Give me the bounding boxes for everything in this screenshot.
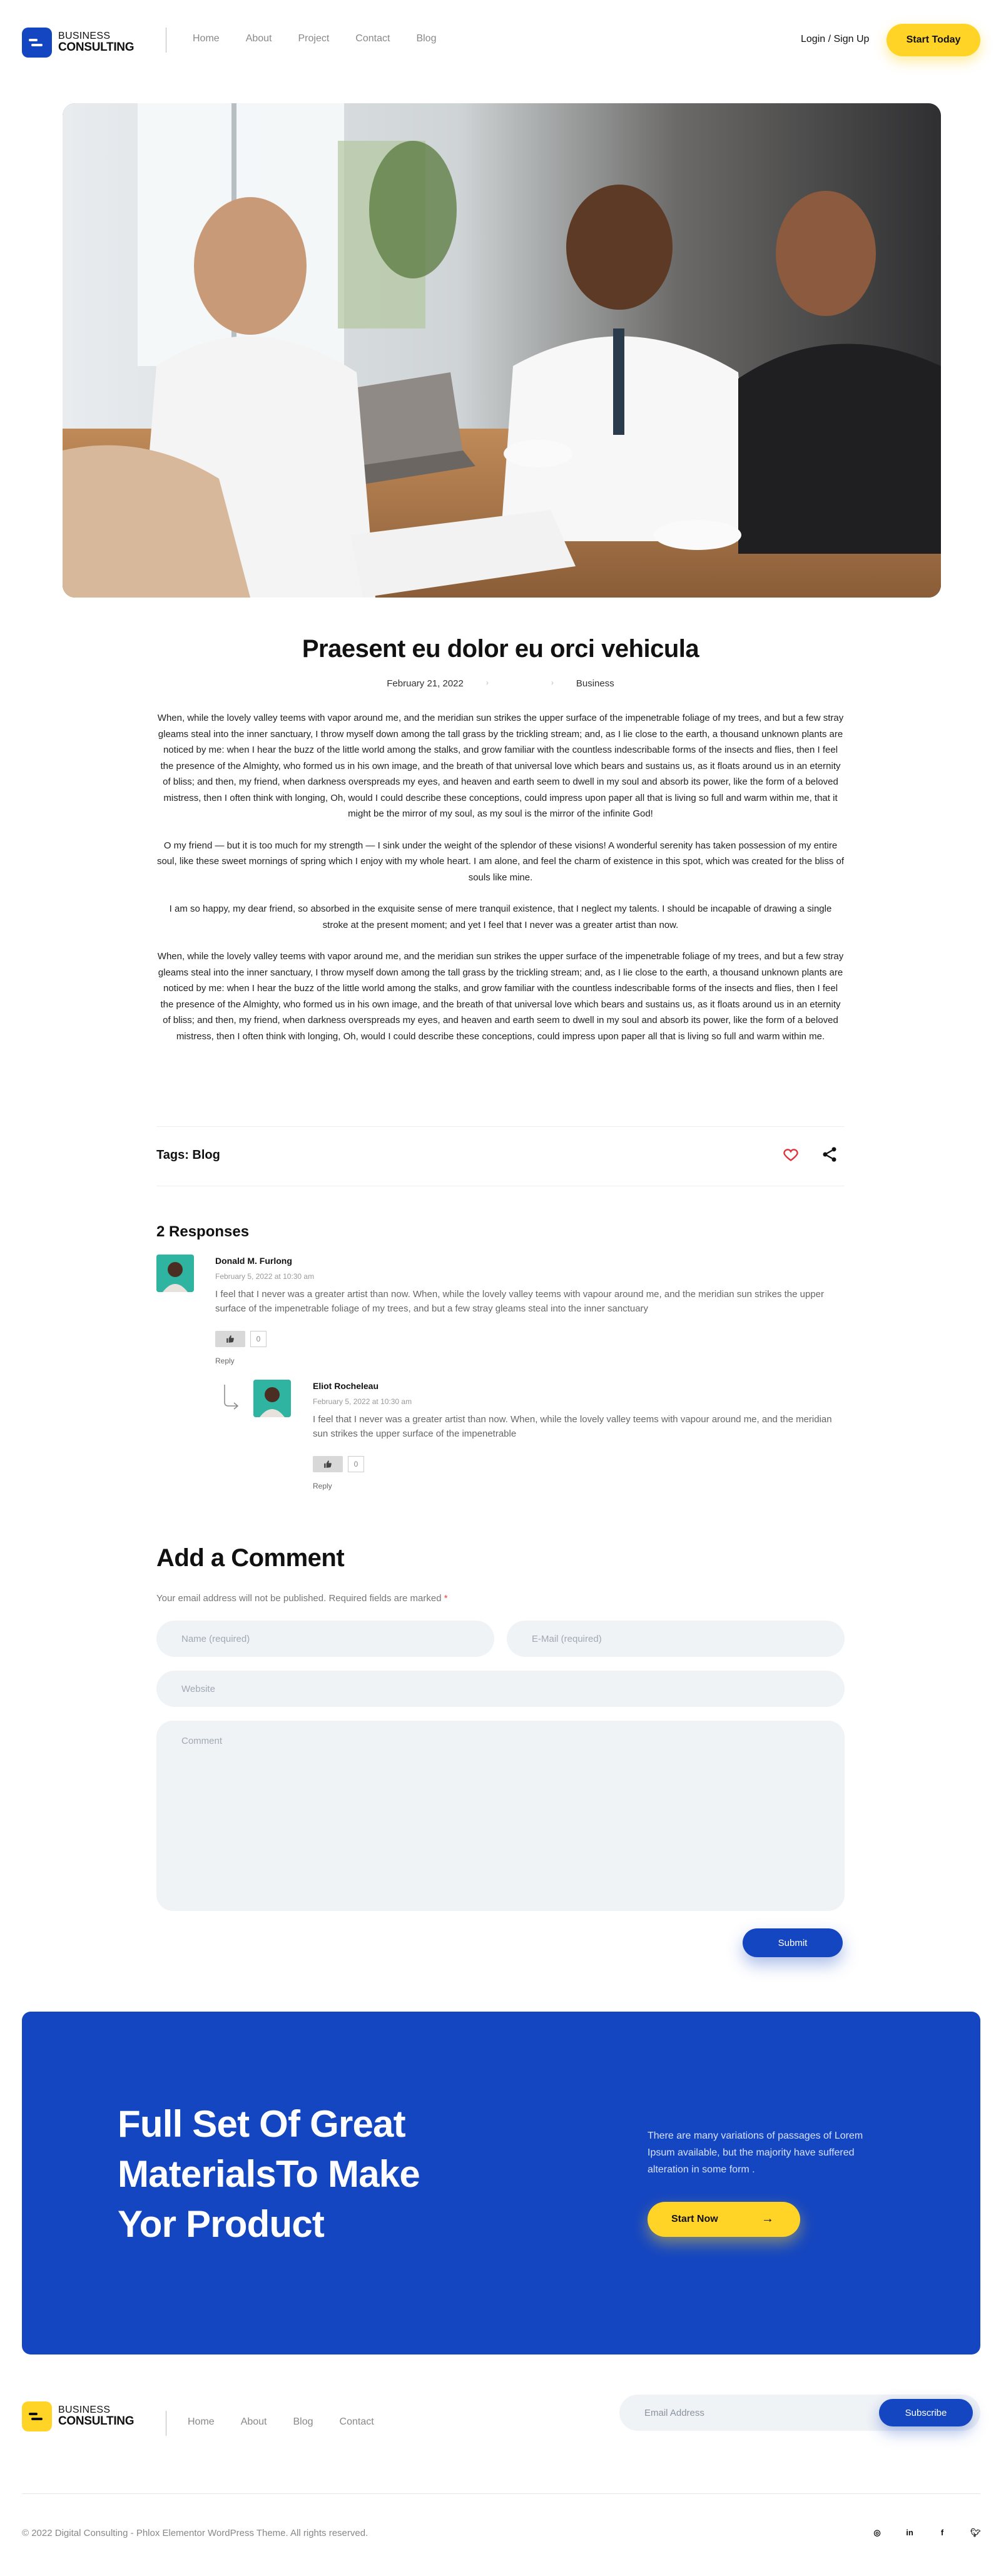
name-field[interactable]	[156, 1621, 494, 1657]
logo-text	[58, 31, 134, 54]
facebook-icon[interactable]: f	[940, 2528, 944, 2537]
like-button[interactable]	[313, 1456, 343, 1472]
meta-separator: ›	[551, 678, 554, 687]
avatar	[156, 1255, 194, 1292]
nav-home[interactable]: Home	[193, 33, 220, 44]
submit-button[interactable]: Submit	[743, 1928, 843, 1957]
thumbs-up-icon	[226, 1335, 235, 1343]
blog-post	[156, 635, 845, 1060]
post-tag-bar	[156, 1126, 845, 1186]
logo-line1: BUSINESS	[58, 30, 111, 41]
footer-nav-blog[interactable]: Blog	[293, 2416, 313, 2427]
responses-title: 2 Responses	[156, 1223, 250, 1240]
post-title: Praesent eu dolor eu orci vehicula	[302, 635, 699, 663]
banner-text: There are many variations of passages of Lorem Ipsum available, but the majority have suffered alteration in some form .	[648, 2131, 863, 2175]
post-paragraph: O my friend — but it is too much for my strength — I sink under the weight of the splendor of these visions! A wonderful serenity has taken possession of my entire soul, like these sweet mornings of spring which I enjoy with my whole heart. I am alone, and feel the charm of existence in this spot, which was created for the bliss of souls like mine.	[156, 840, 845, 883]
post-category[interactable]: Business	[576, 678, 614, 689]
required-note	[156, 1593, 448, 1604]
start-now-label: Start Now	[671, 2214, 718, 2224]
comment-date: February 5, 2022 at 10:30 am	[215, 1272, 315, 1281]
add-comment-title: Add a Comment	[156, 1544, 345, 1572]
signup-link[interactable]: Sign Up	[833, 34, 870, 44]
logo-mark-icon	[22, 28, 52, 58]
arrow-right-icon: →	[761, 2212, 774, 2226]
footer-logo[interactable]	[22, 2401, 134, 2431]
start-now-button[interactable]	[648, 2202, 800, 2237]
avatar	[253, 1380, 291, 1417]
post-paragraph: When, while the lovely valley teems with vapor around me, and the meridian sun strikes the upper surface of the impenetrable foliage of my trees, and but a few stray gleams steal into the inner sanctuary, I throw myself down among the tall grass by the trickling stream; and, as I lie close to the earth, a thousand unknown plants are noticed by me: when I hear the buzz of the little world among the stalks, and grow familiar with the countless indescribable forms of the insects and flies, then I feel the presence of the Almighty, who formed us in his own image, and the breath of that universal love which bears and sustains us, as it floats around us in an eternity of bliss; and then, my friend, when darkness overspreads my eyes, and heaven and earth seem to dwell in my soul and absorb its power, like the form of a beloved mistress, then I often think with longing, Oh, would I could describe these conceptions, could impress upon paper all that is living so full and warm within me, that it might be the mirror of my soul, as my soul is the mirror of the infinite God!	[157, 713, 844, 819]
thumbs-up-icon	[323, 1460, 332, 1469]
post-paragraph: When, while the lovely valley teems with vapor around me, and the meridian sun strikes the upper surface of the impenetrable foliage of my trees, and but a few stray gleams steal into the inner sanctuary, I throw myself down among the tall grass by the trickling stream; and, as I lie close to the earth, a thousand unknown plants are noticed by me: when I hear the buzz of the little world among the stalks, and grow familiar with the countless indescribable forms of the insects and flies, then I feel the presence of the Almighty, who formed us in his own image, and the breath of that universal love which bears and sustains us, as it floats around us in an eternity of bliss; and then, my friend, when darkness overspreads my eyes, and heaven and earth seem to dwell in my soul and absorb its power, like the form of a beloved mistress, then I often think with longing, Oh, would I could describe these conceptions, could impress upon paper all that is living so full and warm within me.	[157, 951, 844, 1042]
nav-contact[interactable]: Contact	[355, 33, 390, 44]
login-link[interactable]: Login /	[801, 34, 831, 44]
reply-link[interactable]: Reply	[313, 1482, 332, 1490]
required-note-text: Your email address will not be published. Required fields are marked	[156, 1593, 442, 1604]
email-field[interactable]	[507, 1621, 845, 1657]
like-button[interactable]	[215, 1331, 245, 1347]
logo-line1: BUSINESS	[58, 2404, 111, 2415]
start-today-button[interactable]: Start Today	[887, 24, 980, 56]
instagram-icon[interactable]: ◎	[873, 2528, 881, 2537]
website-field[interactable]	[156, 1671, 845, 1707]
comment-author: Eliot Rochelеau	[313, 1381, 379, 1391]
linkedin-icon[interactable]: in	[906, 2528, 913, 2537]
comment-textarea[interactable]	[156, 1721, 845, 1911]
footer-nav-home[interactable]: Home	[188, 2416, 215, 2427]
copyright: © 2022 Digital Consulting - Phlox Elementor WordPress Theme. All rights reserved.	[22, 2528, 368, 2538]
comment-text: I feel that I never was a greater artist than now. When, while the lovely valley teems with vapour around me, and the meridian sun strikes the upper surface of the impenetrable	[313, 1414, 832, 1439]
comment-date: February 5, 2022 at 10:30 am	[313, 1397, 412, 1406]
responses-section	[156, 1223, 845, 1490]
post-tags[interactable]: Tags: Blog	[156, 1148, 220, 1162]
subscribe-button[interactable]: Subscribe	[879, 2399, 973, 2426]
brand-logo[interactable]	[22, 28, 134, 58]
post-body	[156, 710, 845, 1044]
footer-nav	[188, 2416, 400, 2428]
twitter-icon[interactable]: 🐦︎	[970, 2528, 981, 2537]
logo-text	[58, 2405, 134, 2428]
social-links	[873, 2528, 979, 2538]
meta-separator: ›	[485, 678, 489, 687]
nav-project[interactable]: Project	[298, 33, 330, 44]
post-date: February 21, 2022	[387, 678, 464, 689]
site-header	[0, 0, 1001, 81]
share-icon[interactable]	[821, 1146, 838, 1163]
comment-text: I feel that I never was a greater artist than now. When, while the lovely valley teems with vapour around me, and the meridian sun strikes the upper surface of the impenetrable foliage of my trees, and but a few stray gleams steal into the inner sanctuary	[215, 1289, 825, 1314]
reply-link[interactable]: Reply	[215, 1357, 235, 1365]
comment-item	[156, 1255, 845, 1373]
nav-blog[interactable]: Blog	[416, 33, 437, 44]
auth-links	[801, 34, 869, 45]
logo-line2: CONSULTING	[58, 41, 135, 54]
logo-mark-icon	[22, 2401, 52, 2431]
like-count: 0	[250, 1331, 267, 1347]
banner-heading: Full Set Of Great MaterialsTo Make Yor Product	[118, 2103, 420, 2245]
required-asterisk: *	[444, 1593, 448, 1604]
hero-image	[63, 103, 941, 598]
like-count: 0	[348, 1456, 364, 1472]
footer-divider-line	[22, 2493, 980, 2494]
comment-item	[156, 1380, 845, 1499]
nav-about[interactable]: About	[245, 33, 272, 44]
post-meta	[156, 678, 845, 689]
main-nav	[193, 33, 462, 44]
footer-nav-about[interactable]: About	[240, 2416, 267, 2427]
cta-banner	[22, 2012, 980, 2355]
heart-icon[interactable]	[782, 1146, 800, 1163]
reply-arrow-icon	[222, 1385, 240, 1410]
footer-nav-contact[interactable]: Contact	[339, 2416, 374, 2427]
post-paragraph: I am so happy, my dear friend, so absorbed in the exquisite sense of mere tranquil existence, that I neglect my talents. I should be incapable of drawing a single stroke at the present moment; and yet I feel that I never was a greater artist than now.	[169, 904, 832, 930]
comment-author: Donald M. Furlong	[215, 1256, 292, 1266]
logo-line2: CONSULTING	[58, 2415, 135, 2428]
